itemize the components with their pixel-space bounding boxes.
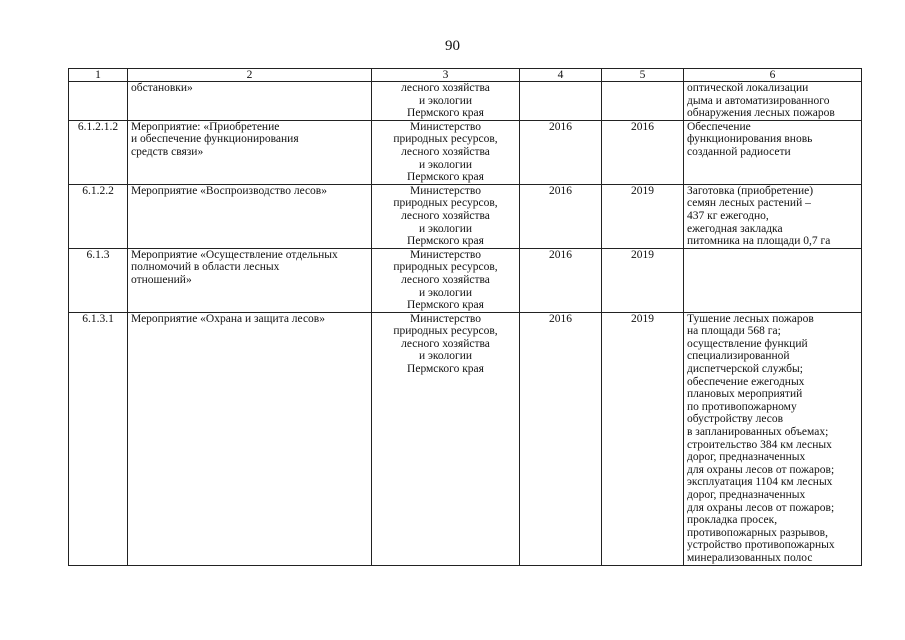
end-year-cell [602,82,684,121]
cell-text-line: плановых мероприятий [687,388,803,401]
cell-text-line: Пермского края [407,171,484,184]
result-cell [684,312,862,565]
cell-text-line: и экологии [418,94,473,107]
header-cell-2: 2 [128,69,372,82]
cell-text-line: Пермского края [407,107,484,120]
cell-text-line: для охраны лесов от пожаров; [687,501,835,514]
cell-text-line: обстановки» [131,82,193,94]
cell-text-line: обнаружения лесных пожаров [687,107,835,120]
responsible-cell [372,248,520,312]
cell-text-line: 2019 [631,248,654,261]
cell-text-line: 437 кг ежегодно, [687,209,769,222]
cell-text-line: 6.1.2.1.2 [77,120,119,133]
measure-name-cell [128,248,372,312]
result-cell [684,184,862,248]
cell-text-line: Тушение лесных пожаров [687,312,814,325]
cell-text-line: средств связи» [131,145,204,158]
result-cell [684,120,862,184]
cell-text-line: в запланированных объемах; [687,426,829,439]
header-cell-6: 6 [684,69,862,82]
cell-text-line: природных ресурсов, [393,325,498,338]
cell-text-line: строительство 384 км лесных [687,438,832,451]
responsible-cell [372,120,520,184]
cell-text-line: для охраны лесов от пожаров; [687,463,835,476]
cell-text-line: лесного хозяйства [401,337,490,350]
cell-text-line: ежегодная закладка [687,222,783,235]
cell-text-line: 2016 [549,184,572,197]
result-cell [684,82,862,121]
cell-text-line: 6.1.2.2 [82,184,114,197]
cell-text-line: устройство противопожарных [687,539,835,552]
cell-text-line: Министерство [410,120,481,133]
table-row [69,312,862,565]
cell-text-line: и обеспечение функционирования [131,133,299,146]
cell-text-line: природных ресурсов, [393,133,498,146]
cell-text-line: отношений» [131,273,192,286]
result-cell [684,248,862,312]
cell-text-line: лесного хозяйства [401,209,490,222]
header-row [69,69,862,82]
table-row [69,184,862,248]
cell-text-line: Мероприятие: «Приобретение [131,120,280,133]
cell-text-line: функционирования вновь [687,133,813,146]
row-number-cell [69,312,128,565]
table-row [69,248,862,312]
table-row [69,82,862,121]
header-cell-4: 4 [520,69,602,82]
cell-text-line: эксплуатация 1104 км лесных [687,476,833,489]
cell-text-line: семян лесных растений – [687,197,811,210]
cell-text-line: 2016 [549,248,572,261]
cell-text-line: Обеспечение [687,120,751,133]
cell-text-line: диспетчерской службы; [687,363,803,376]
cell-text-line: Пермского края [407,363,484,376]
measure-name-cell [128,120,372,184]
cell-text-line: лесного хозяйства [401,82,490,94]
cell-text-line: дорог, предназначенных [687,451,806,464]
start-year-cell [520,184,602,248]
row-number-cell [69,248,128,312]
cell-text-line: Мероприятие «Охрана и защита лесов» [131,312,325,325]
cell-text-line: Министерство [410,184,481,197]
cell-text-line: по противопожарному [687,400,797,413]
end-year-cell [602,312,684,565]
header-cell-1: 1 [69,69,128,82]
start-year-cell [520,82,602,121]
cell-text-line: созданной радиосети [687,145,791,158]
cell-text-line: и экологии [418,158,473,171]
cell-text-line: осуществление функций [687,337,808,350]
cell-text-line: Пермского края [407,235,484,248]
cell-text-line: полномочий в области лесных [131,261,280,274]
measures-table [68,68,862,566]
cell-text-line: Пермского края [407,299,484,312]
cell-text-line: Мероприятие «Осуществление отдельных [131,248,338,261]
cell-text-line: Мероприятие «Воспроизводство лесов» [131,184,327,197]
cell-text-line: лесного хозяйства [401,145,490,158]
row-number-cell [69,120,128,184]
end-year-cell [602,120,684,184]
cell-text-line: природных ресурсов, [393,261,498,274]
row-number-cell [69,82,128,121]
cell-text-line: 2016 [549,120,572,133]
end-year-cell [602,248,684,312]
cell-text-line: Заготовка (приобретение) [687,184,814,197]
measure-name-cell [128,82,372,121]
cell-text-line: оптической локализации [687,82,809,94]
cell-text-line: 2016 [549,312,572,325]
cell-text-line: специализированной [687,350,790,363]
cell-text-line: обустройству лесов [687,413,784,426]
cell-text-line: 2019 [631,312,654,325]
cell-text-line: лесного хозяйства [401,273,490,286]
cell-text-line: 6.1.3 [86,248,110,261]
cell-text-line: прокладка просек, [687,514,778,527]
table-row [69,120,862,184]
cell-text-line: и экологии [418,350,473,363]
cell-text-line: природных ресурсов, [393,197,498,210]
page-number: 90 [445,38,460,54]
cell-text-line: Министерство [410,312,481,325]
header-cell-5: 5 [602,69,684,82]
cell-text-line: 6.1.3.1 [82,312,114,325]
cell-text-line: 2016 [631,120,654,133]
responsible-cell [372,82,520,121]
measure-name-cell [128,184,372,248]
cell-text-line: противопожарных разрывов, [687,526,828,539]
cell-text-line: Министерство [410,248,481,261]
measure-name-cell [128,312,372,565]
cell-text-line: питомника на площади 0,7 га [687,235,831,248]
cell-text-line: дорог, предназначенных [687,489,806,501]
table-body [69,82,862,566]
start-year-cell [520,248,602,312]
cell-text-line: дыма и автоматизированного [687,94,830,107]
row-number-cell [69,184,128,248]
cell-text-line: 2019 [631,184,654,197]
start-year-cell [520,312,602,565]
cell-text-line: и экологии [418,286,473,299]
cell-text-line: на площади 568 га; [687,325,781,338]
responsible-cell [372,312,520,565]
cell-text-line: обеспечение ежегодных [687,375,805,388]
responsible-cell [372,184,520,248]
start-year-cell [520,120,602,184]
header-cell-3: 3 [372,69,520,82]
cell-text-line: минерализованных полос [687,551,813,564]
end-year-cell [602,184,684,248]
cell-text-line: и экологии [418,222,473,235]
